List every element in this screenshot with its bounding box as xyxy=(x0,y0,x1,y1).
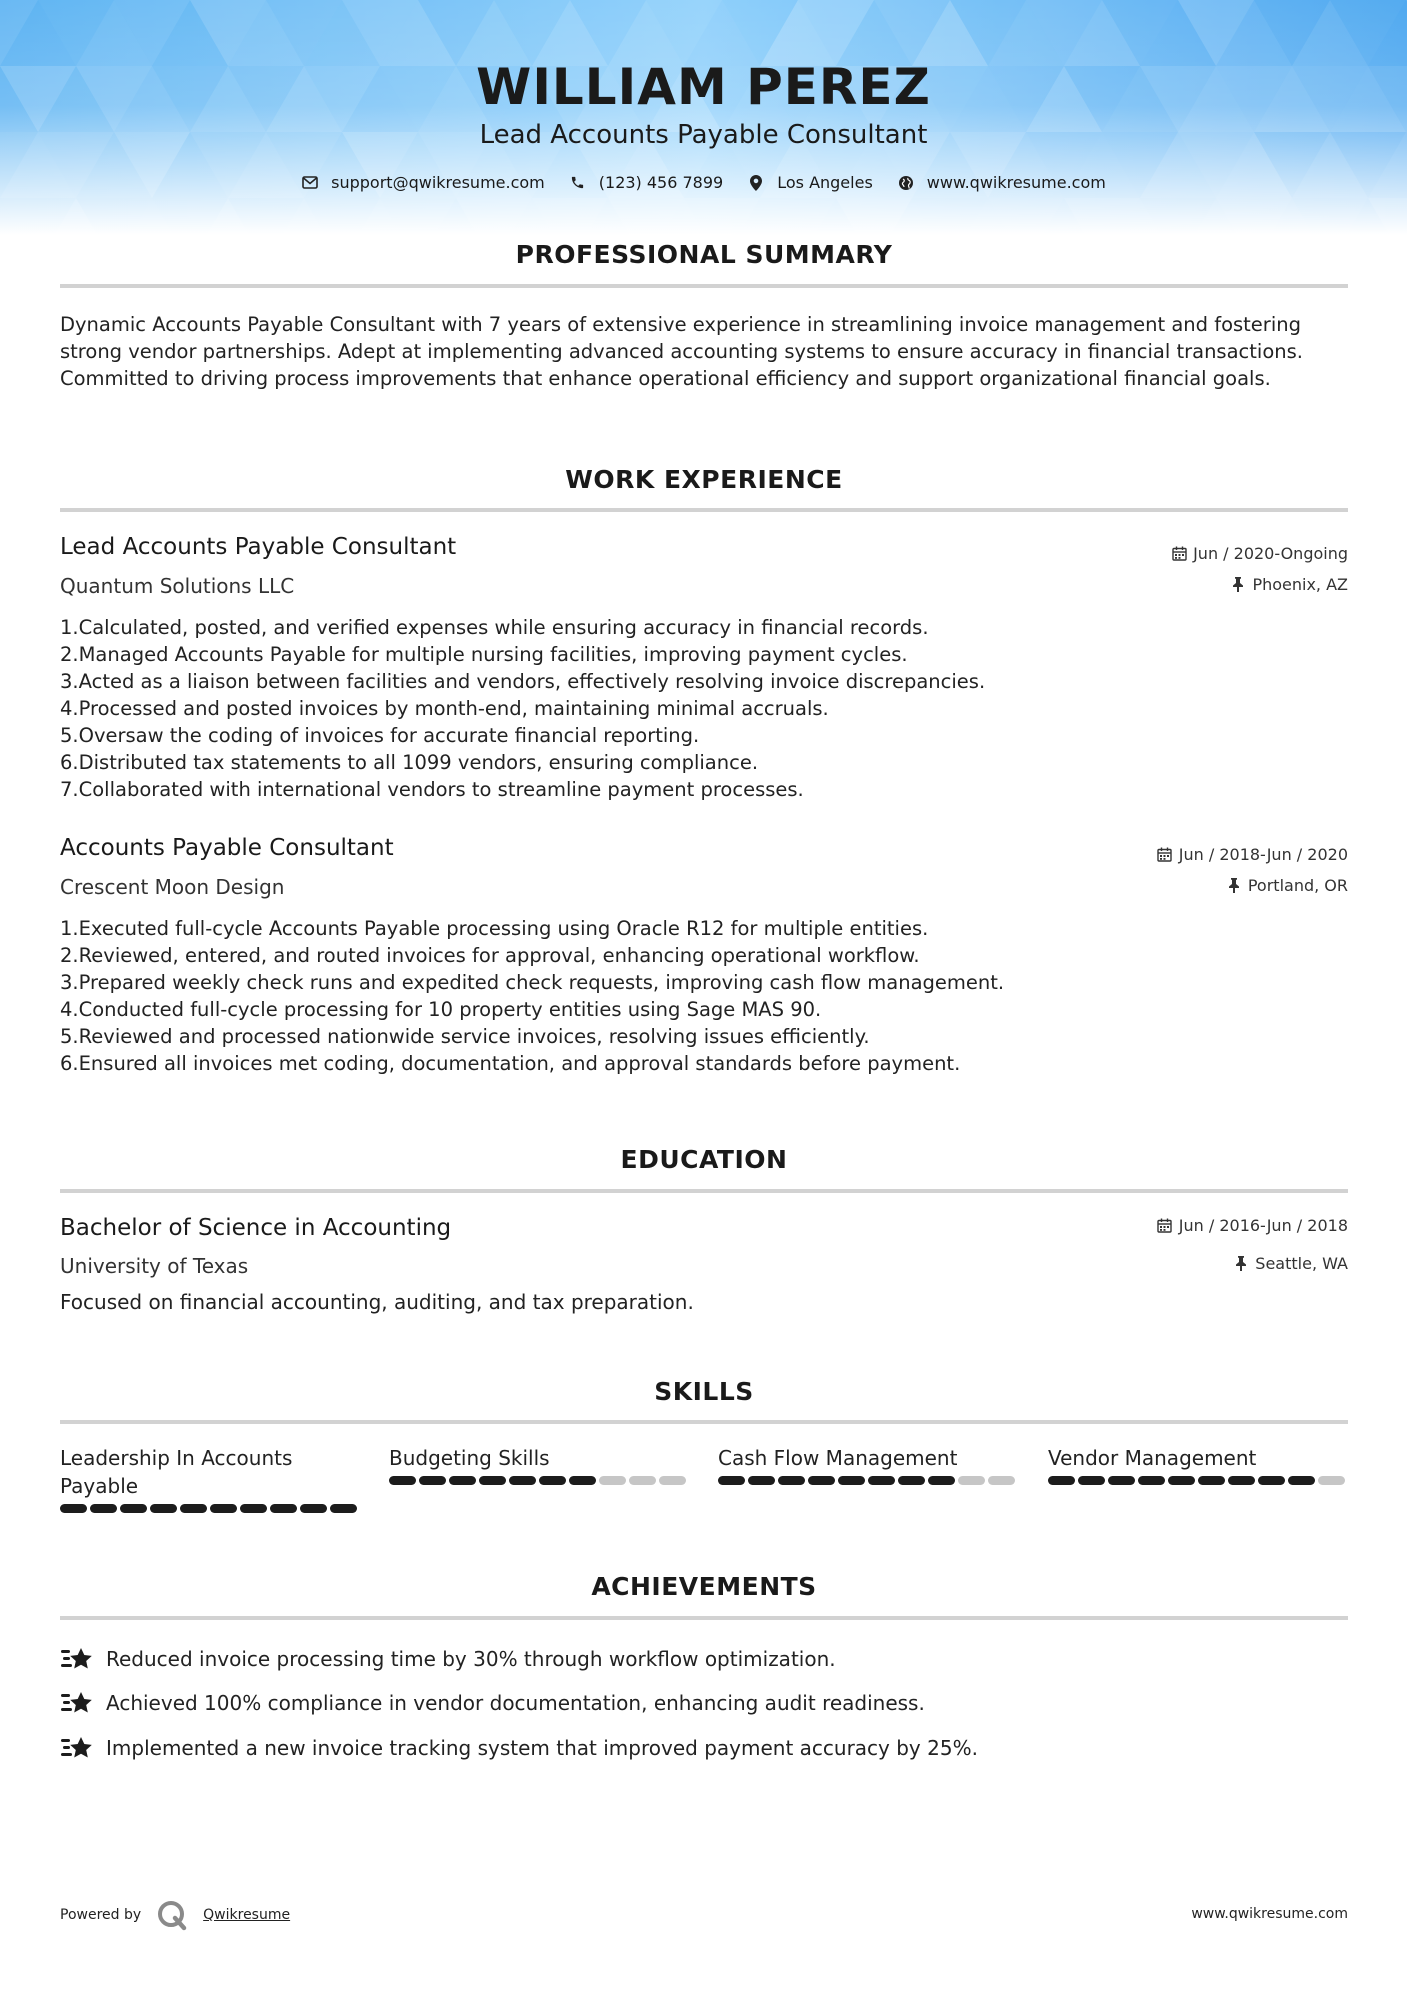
section-divider xyxy=(60,1420,1348,1424)
summary-text: Dynamic Accounts Payable Consultant with 7 years of extensive experience in streamlining invoice management and fostering strong vendor partnerships. Adept at implementing advanced accounting systems to ensure accuracy in financial transactions. Committed to driving process improvements that enhance operational efficiency and support organizational financial goals. xyxy=(60,313,1303,390)
list-item: 3. Prepared weekly check runs and expedited check requests, improving cash flow management. xyxy=(60,971,1005,994)
list-item: 4. Conducted full-cycle processing for 10 property entities using Sage MAS 90. xyxy=(60,998,822,1021)
job-company: Crescent Moon Design xyxy=(60,875,285,899)
achievement-text: Achieved 100% compliance in vendor documentation, enhancing audit readiness. xyxy=(106,1691,925,1715)
achievement-item xyxy=(60,1733,978,1763)
education-description: Focused on financial accounting, auditing, and tax preparation. xyxy=(60,1290,694,1314)
pushpin-icon xyxy=(1233,1256,1249,1272)
skill-item xyxy=(60,1444,360,1513)
footer-website[interactable]: www.qwikresume.com xyxy=(1191,1906,1348,1922)
skill-rating xyxy=(718,1476,1018,1485)
list-item: 2. Managed Accounts Payable for multiple nursing facilities, improving payment cycles. xyxy=(60,643,908,666)
education-location-text: Seattle, WA xyxy=(1255,1254,1348,1273)
rating-dot-filled xyxy=(1168,1476,1195,1485)
education-location xyxy=(1233,1254,1348,1273)
rating-dot-filled xyxy=(1258,1476,1285,1485)
skill-rating xyxy=(1048,1476,1348,1485)
rating-dot-empty xyxy=(599,1476,626,1485)
list-item: 6. Distributed tax statements to all 1099 vendors, ensuring compliance. xyxy=(60,751,759,774)
section-divider xyxy=(60,508,1348,512)
rating-dot-filled xyxy=(509,1476,536,1485)
job-date-text: Jun / 2018-Jun / 2020 xyxy=(1178,845,1348,864)
job-location xyxy=(1230,575,1348,594)
section-title-experience: WORK EXPERIENCE xyxy=(565,465,843,494)
section-title-skills: SKILLS xyxy=(654,1377,754,1406)
section-title-achievements: ACHIEVEMENTS xyxy=(591,1572,817,1601)
rating-dot-filled xyxy=(150,1504,177,1513)
rating-dot-filled xyxy=(330,1504,357,1513)
job-title: Lead Accounts Payable Consultant xyxy=(60,534,457,560)
education-date xyxy=(1157,1216,1348,1235)
rating-dot-filled xyxy=(1108,1476,1135,1485)
candidate-title: Lead Accounts Payable Consultant xyxy=(479,120,928,150)
job-company: Quantum Solutions LLC xyxy=(60,574,295,598)
phone-icon xyxy=(569,174,587,192)
skill-rating xyxy=(60,1504,360,1513)
globe-icon xyxy=(897,174,915,192)
header-background xyxy=(0,0,1407,235)
pushpin-icon xyxy=(1230,577,1246,593)
footer-powered-by xyxy=(60,1898,290,1932)
rating-dot-filled xyxy=(419,1476,446,1485)
powered-by-label: Powered by xyxy=(60,1907,142,1923)
contact-email[interactable] xyxy=(301,173,545,192)
rating-dot-filled xyxy=(90,1504,117,1513)
achievement-item xyxy=(60,1688,925,1718)
calendar-icon xyxy=(1171,546,1187,562)
rating-dot-filled xyxy=(449,1476,476,1485)
education-degree: Bachelor of Science in Accounting xyxy=(60,1215,452,1241)
rating-dot-filled xyxy=(1048,1476,1075,1485)
skill-name: Budgeting Skills xyxy=(389,1446,550,1470)
rating-dot-filled xyxy=(180,1504,207,1513)
rating-dot-filled xyxy=(868,1476,895,1485)
qwikresume-logo-icon xyxy=(155,1898,189,1932)
rating-dot-filled xyxy=(1078,1476,1105,1485)
calendar-icon xyxy=(1157,847,1173,863)
rating-dot-filled xyxy=(569,1476,596,1485)
job-date xyxy=(1171,544,1348,563)
list-item: 5. Reviewed and processed nationwide service invoices, resolving issues efficiently. xyxy=(60,1025,870,1048)
rating-dot-filled xyxy=(1288,1476,1315,1485)
contact-bar xyxy=(0,173,1407,192)
rating-dot-filled xyxy=(300,1504,327,1513)
star-award-icon xyxy=(60,1733,94,1763)
list-item: 6. Ensured all invoices met coding, documentation, and approval standards before payment. xyxy=(60,1052,961,1075)
star-award-icon xyxy=(60,1688,94,1718)
skill-item xyxy=(389,1444,689,1485)
job-location-text: Phoenix, AZ xyxy=(1252,575,1348,594)
skill-item xyxy=(718,1444,1018,1485)
contact-website[interactable] xyxy=(897,173,1106,192)
rating-dot-filled xyxy=(808,1476,835,1485)
education-school: University of Texas xyxy=(60,1254,249,1278)
job-bullets xyxy=(60,614,1310,803)
list-item: 3. Acted as a liaison between facilities and vendors, effectively resolving invoice discrepancies. xyxy=(60,670,986,693)
rating-dot-filled xyxy=(1198,1476,1225,1485)
rating-dot-empty xyxy=(1318,1476,1345,1485)
resume-header xyxy=(0,0,1407,235)
section-divider xyxy=(60,284,1348,288)
rating-dot-filled xyxy=(120,1504,147,1513)
section-title-summary: PROFESSIONAL SUMMARY xyxy=(515,240,893,269)
star-award-icon xyxy=(60,1644,94,1674)
contact-phone-text: (123) 456 7899 xyxy=(598,173,724,192)
list-item: 4. Processed and posted invoices by month-end, maintaining minimal accruals. xyxy=(60,697,829,720)
contact-email-text: support@qwikresume.com xyxy=(331,173,545,192)
rating-dot-filled xyxy=(210,1504,237,1513)
job-date-text: Jun / 2020-Ongoing xyxy=(1193,544,1348,563)
rating-dot-filled xyxy=(838,1476,865,1485)
map-pin-icon xyxy=(747,174,765,192)
rating-dot-empty xyxy=(958,1476,985,1485)
skill-item xyxy=(1048,1444,1348,1485)
section-title-education: EDUCATION xyxy=(620,1145,788,1174)
rating-dot-empty xyxy=(629,1476,656,1485)
skill-name: Leadership In Accounts Payable xyxy=(60,1446,293,1498)
job-date xyxy=(1157,845,1348,864)
rating-dot-filled xyxy=(898,1476,925,1485)
list-item: 1. Executed full-cycle Accounts Payable processing using Oracle R12 for multiple entities. xyxy=(60,917,929,940)
contact-location xyxy=(747,173,873,192)
achievement-text: Reduced invoice processing time by 30% through workflow optimization. xyxy=(106,1647,836,1671)
envelope-icon xyxy=(301,174,319,192)
list-item: 7. Collaborated with international vendors to streamline payment processes. xyxy=(60,778,804,801)
job-bullets xyxy=(60,915,1310,1077)
rating-dot-filled xyxy=(479,1476,506,1485)
job-location-text: Portland, OR xyxy=(1247,876,1348,895)
calendar-icon xyxy=(1157,1218,1173,1234)
rating-dot-filled xyxy=(389,1476,416,1485)
contact-phone[interactable] xyxy=(569,173,723,192)
rating-dot-filled xyxy=(270,1504,297,1513)
skill-name: Vendor Management xyxy=(1048,1446,1257,1470)
qwikresume-link[interactable]: Qwikresume xyxy=(203,1907,291,1923)
rating-dot-filled xyxy=(60,1504,87,1513)
candidate-name: WILLIAM PEREZ xyxy=(476,58,931,116)
pushpin-icon xyxy=(1226,878,1242,894)
achievement-text: Implemented a new invoice tracking system that improved payment accuracy by 25%. xyxy=(106,1736,978,1760)
section-divider xyxy=(60,1189,1348,1193)
section-divider xyxy=(60,1616,1348,1620)
rating-dot-empty xyxy=(988,1476,1015,1485)
list-item: 1. Calculated, posted, and verified expenses while ensuring accuracy in financial records. xyxy=(60,616,929,639)
rating-dot-filled xyxy=(240,1504,267,1513)
job-location xyxy=(1226,876,1348,895)
job-title: Accounts Payable Consultant xyxy=(60,835,394,861)
education-date-text: Jun / 2016-Jun / 2018 xyxy=(1178,1216,1348,1235)
rating-dot-filled xyxy=(1138,1476,1165,1485)
rating-dot-filled xyxy=(928,1476,955,1485)
list-item: 5. Oversaw the coding of invoices for accurate financial reporting. xyxy=(60,724,700,747)
list-item: 2. Reviewed, entered, and routed invoices for approval, enhancing operational workflow. xyxy=(60,944,920,967)
skill-rating xyxy=(389,1476,689,1485)
rating-dot-empty xyxy=(659,1476,686,1485)
achievement-item xyxy=(60,1644,836,1674)
skill-name: Cash Flow Management xyxy=(718,1446,958,1470)
rating-dot-filled xyxy=(718,1476,745,1485)
rating-dot-filled xyxy=(748,1476,775,1485)
contact-location-text: Los Angeles xyxy=(777,173,873,192)
rating-dot-filled xyxy=(539,1476,566,1485)
contact-website-text: www.qwikresume.com xyxy=(926,173,1106,192)
rating-dot-filled xyxy=(1228,1476,1255,1485)
rating-dot-filled xyxy=(778,1476,805,1485)
